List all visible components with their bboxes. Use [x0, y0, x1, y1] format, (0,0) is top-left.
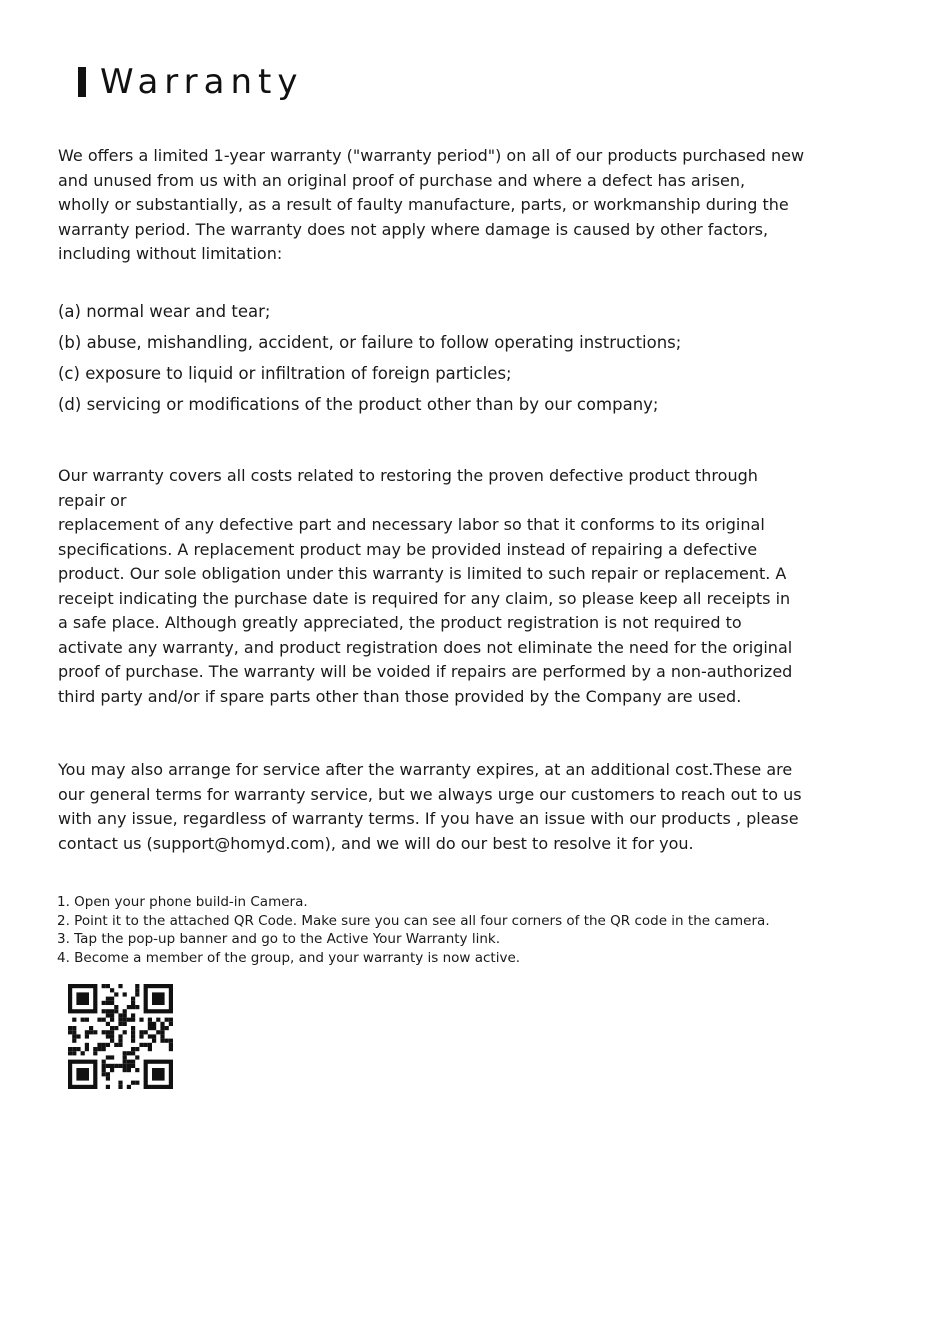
- intro-line: and unused from us with an original proof of purchase and where a defect has arisen,: [58, 170, 746, 190]
- coverage-line: specifications. A replacement product may be provided instead of repairing a defective: [58, 539, 758, 559]
- exclusion-list: [58, 296, 876, 420]
- page-title: Warranty: [100, 62, 304, 102]
- coverage-line: receipt indicating the purchase date is required for any claim, so please keep all receipts in: [58, 588, 791, 608]
- step-item: 4. Become a member of the group, and your warranty is now active.: [57, 949, 521, 966]
- step-item: 3. Tap the pop-up banner and go to the Active Your Warranty link.: [57, 931, 501, 947]
- service-line: contact us (support@homyd.com), and we will do our best to resolve it for you.: [58, 833, 694, 853]
- step-item: 2. Point it to the attached QR Code. Make sure you can see all four corners of the QR code in the camera.: [57, 912, 770, 929]
- intro-line: warranty period. The warranty does not apply where damage is caused by other factors,: [58, 219, 769, 239]
- exclusion-item: (d) servicing or modifications of the product other than by our company;: [58, 395, 659, 414]
- coverage-line: Our warranty covers all costs related to restoring the proven defective product through: [58, 466, 758, 485]
- coverage-line: proof of purchase. The warranty will be voided if repairs are performed by a non-authorized: [58, 662, 793, 681]
- exclusion-item: (b) abuse, mishandling, accident, or failure to follow operating instructions;: [58, 333, 682, 352]
- intro-line: wholly or substantially, as a result of faulty manufacture, parts, or workmanship during the: [58, 195, 789, 214]
- intro-line: including without limitation:: [58, 244, 283, 263]
- coverage-line: a safe place. Although greatly appreciated, the product registration is not required to: [58, 613, 742, 632]
- exclusion-item: (a) normal wear and tear;: [58, 302, 271, 321]
- exclusion-item: (c) exposure to liquid or infiltration of foreign particles;: [58, 364, 512, 383]
- qr-code-icon[interactable]: [68, 984, 181, 1090]
- page-heading: [78, 62, 303, 102]
- coverage-line: third party and/or if spare parts other than those provided by the Company are used.: [58, 686, 742, 706]
- service-paragraph: [58, 758, 876, 856]
- service-line: You may also arrange for service after the warranty expires, at an additional cost.These are: [58, 760, 793, 779]
- intro-paragraph: [58, 144, 876, 267]
- coverage-line: repair or: [58, 490, 127, 510]
- coverage-line: replacement of any defective part and necessary labor so that it conforms to its original: [58, 515, 765, 534]
- step-item: 1. Open your phone build-in Camera.: [57, 894, 308, 910]
- service-line: our general terms for warranty service, but we always urge our customers to reach out to us: [58, 784, 802, 804]
- activation-steps: [57, 893, 887, 967]
- coverage-paragraph: [58, 464, 876, 709]
- coverage-line: product. Our sole obligation under this warranty is limited to such repair or replacement. A: [58, 564, 787, 583]
- service-line: with any issue, regardless of warranty terms. If you have an issue with our products , please: [58, 809, 799, 828]
- coverage-line: activate any warranty, and product registration does not eliminate the need for the original: [58, 637, 793, 657]
- heading-accent-bar: [78, 67, 86, 97]
- intro-line: We offers a limited 1-year warranty ("warranty period") on all of our products purchased new: [58, 146, 805, 165]
